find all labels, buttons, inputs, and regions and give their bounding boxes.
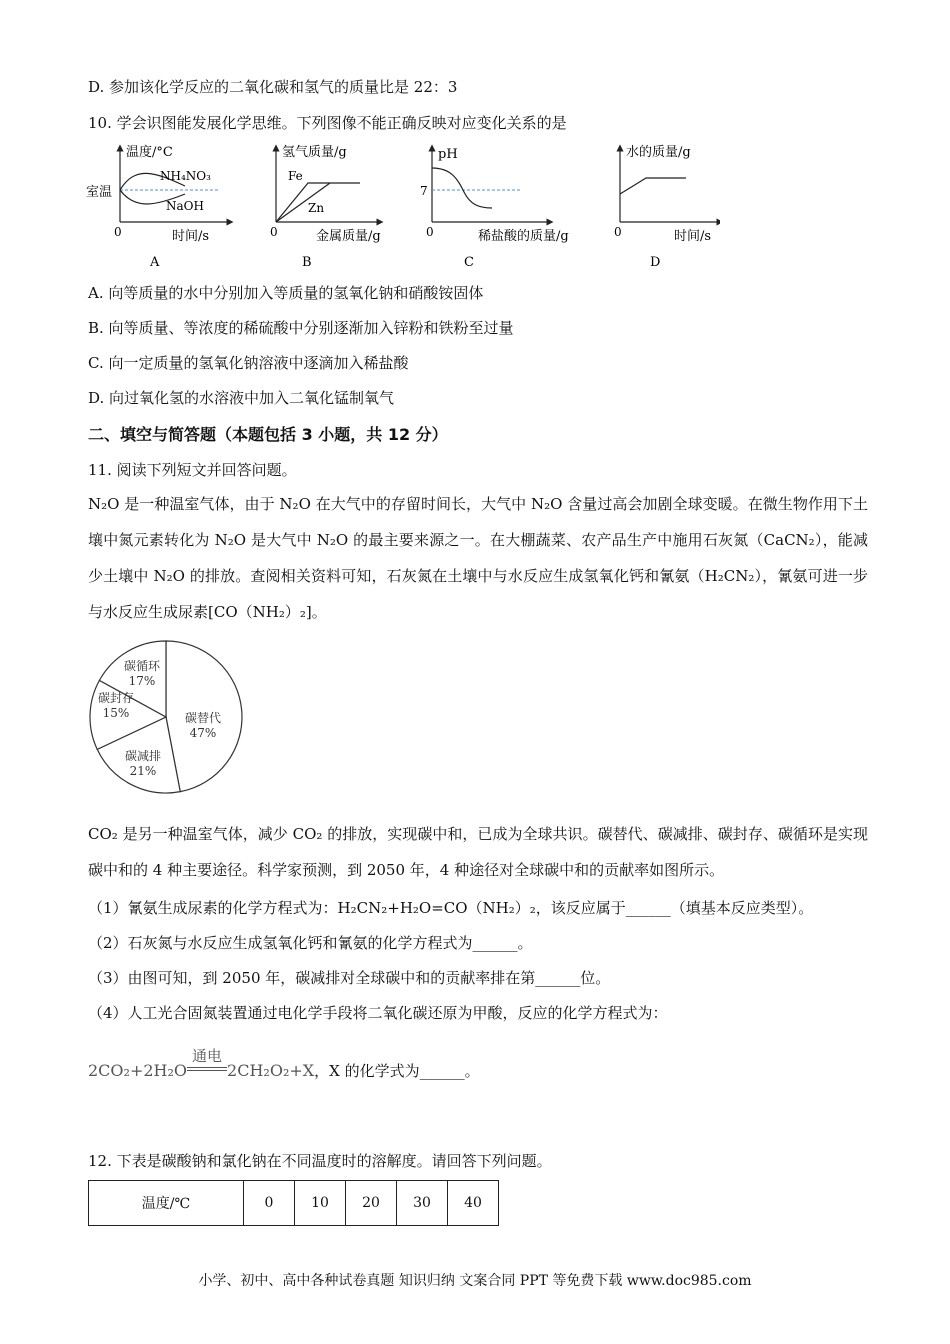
graph-a-room: 室温: [86, 185, 113, 200]
table-row: [89, 1181, 499, 1226]
graph-a-ylabel: 温度/°C: [126, 145, 173, 160]
pie-value-label: 21%: [129, 764, 157, 778]
pie-category-label: 碳封存: [97, 691, 135, 705]
q10-option-a: A. 向等质量的水中分别加入等质量的氢氧化钠和硝酸铵固体: [88, 284, 484, 302]
table-cell: 0: [244, 1181, 295, 1226]
graph-a-origin: 0: [114, 225, 122, 239]
graph-b-xlabel: 金属质量/g: [316, 229, 381, 244]
q11-question-4: （4）人工光合固氮装置通过电化学手段将二氧化碳还原为甲酸，反应的化学方程式为：: [88, 1004, 668, 1022]
solubility-table: [88, 1180, 499, 1226]
equation: [88, 1047, 480, 1081]
q9-option-d: D. 参加该化学反应的二氧化碳和氢气的质量比是 22：3: [88, 78, 458, 96]
q11-stem: 11. 阅读下列短文并回答问题。: [88, 461, 297, 479]
section-heading: 二、填空与简答题（本题包括 3 小题，共 12 分）: [88, 425, 448, 444]
pie-value-label: 17%: [128, 674, 156, 688]
pie-value-label: 15%: [102, 706, 130, 720]
table-cell: 30: [397, 1181, 448, 1226]
graph-d-xlabel: 时间/s: [674, 229, 712, 244]
q11-question-1: （1）氰氨生成尿素的化学方程式为：H₂CN₂+H₂O=CO（NH₂）₂，该反应属于______（填基本反应类型）。: [88, 899, 814, 917]
q10-option-b: B. 向等质量、等浓度的稀硫酸中分别逐渐加入锌粉和铁粉至过量: [88, 319, 514, 337]
graph-c-tag: C: [464, 255, 474, 270]
graph-c-ylabel: pH: [438, 147, 458, 162]
q10-option-d: D. 向过氧化氢的水溶液中加入二氧化锰制氧气: [88, 389, 395, 407]
graph-a-upper: NH₄NO₃: [160, 169, 211, 183]
equation-right: 2CH₂O₂+X: [227, 1061, 315, 1080]
graph-a-xlabel: 时间/s: [172, 229, 210, 244]
q10-option-c: C. 向一定质量的氢氧化钠溶液中逐滴加入稀盐酸: [88, 354, 409, 372]
graph-b-ylabel: 氢气质量/g: [282, 145, 347, 160]
equation-left: 2CO₂+2H₂O: [88, 1061, 188, 1080]
table-cell: 温度/℃: [89, 1181, 244, 1226]
q12-stem: 12. 下表是碳酸钠和氯化钠在不同温度时的溶解度。请回答下列问题。: [88, 1152, 552, 1170]
q11-question-3: （3）由图可知，到 2050 年，碳减排对全球碳中和的贡献率排在第______位。: [88, 969, 611, 987]
pie-category-label: 碳循环: [123, 659, 161, 673]
graph-b-zn: Zn: [308, 201, 325, 215]
graph-a: [86, 144, 230, 270]
graph-c-xlabel: 稀盐酸的质量/g: [478, 229, 569, 244]
q11-question-2: （2）石灰氮与水反应生成氢氧化钙和氰氨的化学方程式为______。: [88, 934, 533, 952]
graph-b-tag: B: [302, 255, 312, 270]
footer-text: 小学、初中、高中各种试卷真题 知识归纳 文案合同 PPT 等免费下载 www.doc985.com: [198, 1273, 752, 1289]
q10-graphs: [80, 140, 720, 275]
pie-value-label: 47%: [189, 726, 217, 740]
table-cell: 40: [448, 1181, 499, 1226]
equation-arrow: [187, 1047, 227, 1076]
graph-d-ylabel: 水的质量/g: [626, 145, 691, 160]
graph-a-lower: NaOH: [166, 199, 204, 213]
table-cell: 10: [295, 1181, 346, 1226]
graph-d: [614, 144, 720, 270]
graph-b-fe: Fe: [288, 169, 303, 183]
q10-stem: 10. 学会识图能发展化学思维。下列图像不能正确反映对应变化关系的是: [88, 114, 567, 132]
graph-a-tag: A: [150, 255, 160, 270]
graph-c: [420, 147, 569, 270]
pie-category-label: 碳替代: [184, 711, 222, 725]
q11-paragraph-1: N₂O 是一种温室气体，由于 N₂O 在大气中的存留时间长，大气中 N₂O 含量过高会加剧全球变暖。在微生物作用下土壤中氮元素转化为 N₂O 是大气中 N₂O 的最主要来源之一。在大棚蔬菜、农产品生产中施用石灰氮（CaCN₂），能减少土壤中 N₂O 的排放。查阅相关资料可知，石灰氮在土壤中与水反应生成氢氧化钙和氰氨（H₂CN₂），氰氨可进一步与水反应生成尿素[CO（NH₂）₂]。: [88, 495, 868, 621]
graph-c-seven: 7: [420, 184, 428, 198]
pie-category-label: 碳减排: [124, 749, 162, 763]
graph-b: [270, 145, 381, 270]
graph-d-origin: 0: [614, 225, 622, 239]
q11-paragraph-2: CO₂ 是另一种温室气体，减少 CO₂ 的排放，实现碳中和，已成为全球共识。碳替代、碳减排、碳封存、碳循环是实现碳中和的 4 种主要途径。科学家预测，到 2050 年，4 种途径对全球碳中和的贡献率如图所示。: [88, 825, 868, 879]
contribution-pie-chart: [88, 630, 248, 804]
table-cell: 20: [346, 1181, 397, 1226]
graph-d-tag: D: [650, 255, 661, 270]
equation-tail: ，X 的化学式为______。: [314, 1062, 480, 1080]
equation-condition: 通电: [192, 1047, 223, 1065]
graph-b-origin: 0: [270, 225, 278, 239]
graph-c-origin: 0: [426, 225, 434, 239]
